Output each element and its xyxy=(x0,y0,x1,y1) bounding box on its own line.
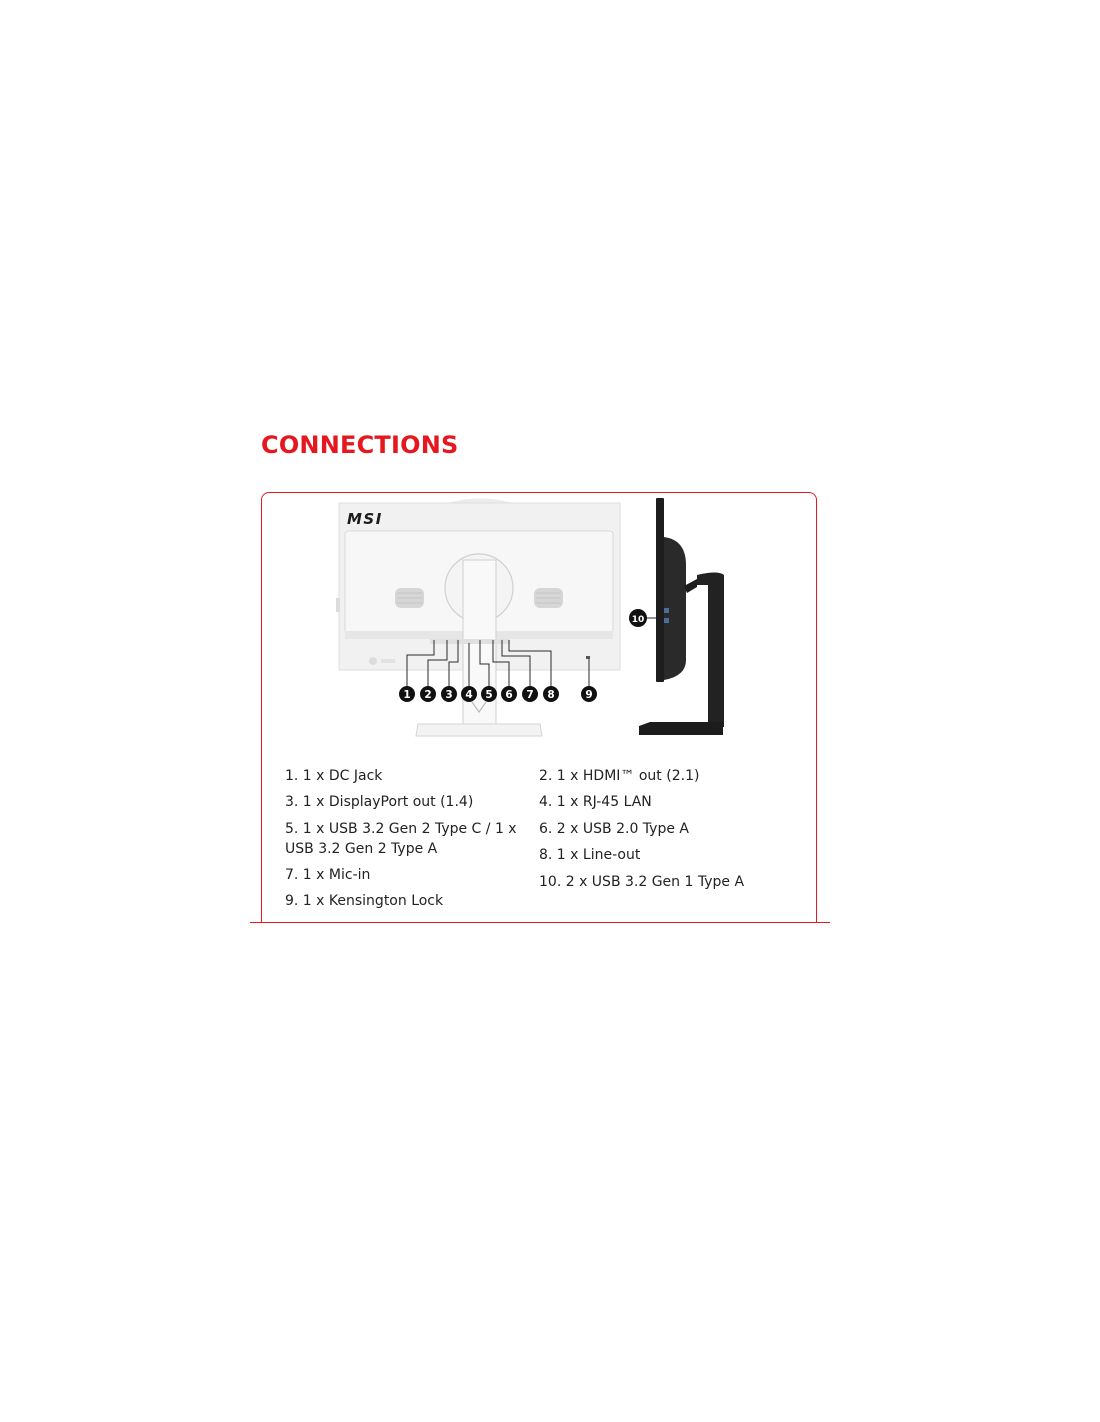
svg-text:2: 2 xyxy=(424,689,432,701)
callout-2 xyxy=(420,686,436,702)
spec-item: 3. 1 x DisplayPort out (1.4) xyxy=(285,794,474,810)
spec-item: 4. 1 x RJ-45 LAN xyxy=(539,794,652,810)
callout-5 xyxy=(481,686,497,702)
callout-1 xyxy=(399,686,415,702)
callout-9 xyxy=(581,686,597,702)
svg-text:6: 6 xyxy=(505,689,513,701)
spec-item: 6. 2 x USB 2.0 Type A xyxy=(539,821,689,837)
callout-10 xyxy=(629,609,647,627)
spec-item: 1. 1 x DC Jack xyxy=(285,768,383,784)
spec-item: 9. 1 x Kensington Lock xyxy=(285,893,444,909)
spec-item: 5. 1 x USB 3.2 Gen 2 Type C / 1 x USB 3.2 Gen 2 Type A xyxy=(285,821,517,857)
msi-logo: MSI xyxy=(347,510,383,528)
spec-item: 8. 1 x Line-out xyxy=(539,847,641,863)
callout-3 xyxy=(441,686,457,702)
svg-text:4: 4 xyxy=(465,689,473,701)
panel-bottom-rule xyxy=(250,922,830,923)
spec-item: 7. 1 x Mic-in xyxy=(285,867,371,883)
svg-text:10: 10 xyxy=(631,615,645,625)
section-title: CONNECTIONS xyxy=(261,431,459,459)
svg-text:9: 9 xyxy=(585,689,593,701)
monitor-rear-and-side-illustration xyxy=(335,497,735,742)
callout-8 xyxy=(543,686,559,702)
svg-text:1: 1 xyxy=(403,689,411,701)
callout-7 xyxy=(522,686,538,702)
spec-item: 10. 2 x USB 3.2 Gen 1 Type A xyxy=(539,874,745,890)
callout-4 xyxy=(461,686,477,702)
spec-item: 2. 1 x HDMI™ out (2.1) xyxy=(539,768,700,784)
svg-text:5: 5 xyxy=(485,689,493,701)
svg-text:7: 7 xyxy=(526,689,534,701)
svg-text:8: 8 xyxy=(547,689,555,701)
svg-text:3: 3 xyxy=(445,689,453,701)
side-view xyxy=(639,498,724,735)
callout-6 xyxy=(501,686,517,702)
rear-view xyxy=(336,499,620,737)
